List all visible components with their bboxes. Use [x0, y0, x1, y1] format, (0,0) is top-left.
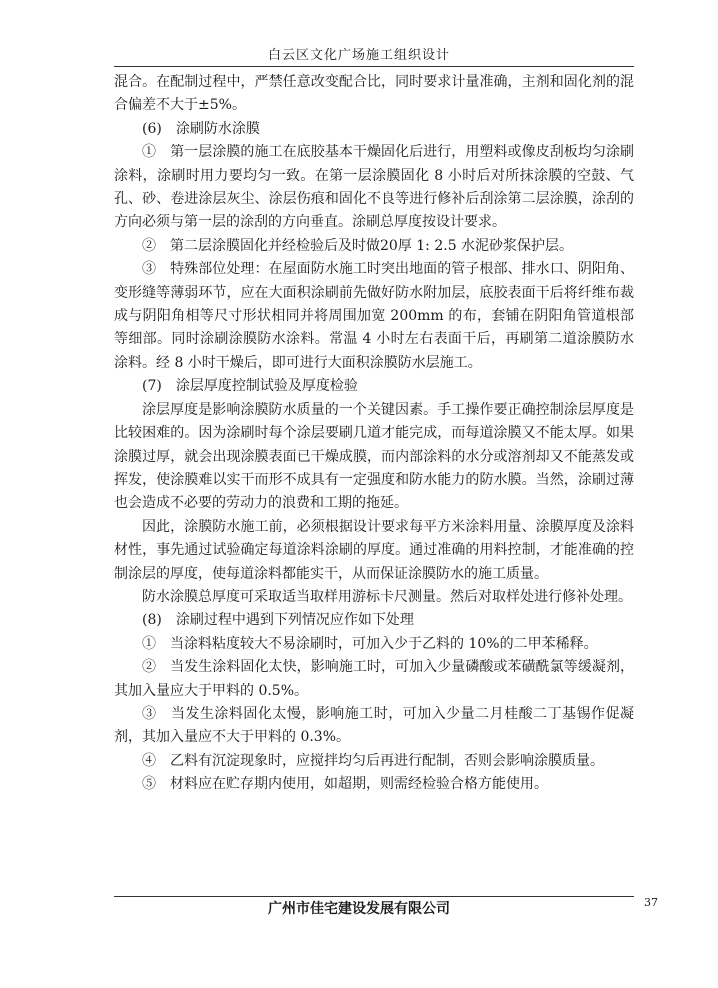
header-divider [114, 66, 634, 67]
footer-divider [114, 896, 634, 897]
body-paragraph: 混合。在配制过程中，严禁任意改变配合比，同时要求计量准确，主剂和固化剂的混合偏差不大于±5%。 [114, 74, 634, 114]
body-paragraph: ⑤ 材料应在贮存期内使用，如超期，则需经检验合格方能使用。 [142, 776, 548, 793]
footer-company-name: 广州市佳宅建设发展有限公司 [268, 901, 450, 917]
body-paragraph: ③ 当发生涂料固化太慢，影响施工时，可加入少量二月桂酸二丁基锡作促凝剂，其加入量应不大于甲料的 0.3%。 [114, 705, 634, 746]
document-body [114, 71, 634, 797]
body-paragraph: (7) 涂层厚度控制试验及厚度检验 [142, 378, 358, 395]
body-paragraph: 因此，涂膜防水施工前，必须根据设计要求每平方米涂料用量、涂膜厚度及涂料材性，事先通过试验确定每道涂料涂刷的厚度。通过准确的用料控制，才能准确的控制涂层的厚度，使每道涂料都能实干，从而保证涂膜防水的施工质量。 [114, 518, 634, 582]
body-paragraph: (8) 涂刷过程中遇到下列情况应作如下处理 [142, 612, 414, 629]
body-paragraph: 防水涂膜总厚度可采取适当取样用游标卡尺测量。然后对取样处进行修补处理。 [142, 588, 632, 605]
body-paragraph: ④ 乙料有沉淀现象时，应搅拌均匀后再进行配制，否则会影响涂膜质量。 [142, 752, 604, 769]
body-paragraph: ① 当涂料粘度较大不易涂刷时，可加入少于乙料的 10%的二甲苯稀释。 [142, 635, 598, 652]
body-paragraph: ③ 特殊部位处理：在屋面防水施工时突出地面的管子根部、排水口、阴阳角、变形缝等薄弱环节，应在大面积涂刷前先做好防水附加层，底胶表面干后将纤维布裁成与阴阳角相等尺寸形状相同并将周围加宽 200mm 的布，套铺在阴阳角管道根部等细部。同时涂刷涂膜防水涂料。常温 4 小时左右表面干后，再刷第二道涂膜防水涂料。经 8 小时干燥后，即可进行大面积涂膜防水层施工。 [114, 261, 634, 371]
body-paragraph: (6) 涂刷防水涂膜 [142, 120, 260, 137]
page-number: 37 [644, 896, 658, 909]
body-paragraph: ② 第二层涂膜固化并经检验后及时做20厚 1: 2.5 水泥砂浆保护层。 [142, 237, 574, 254]
body-paragraph: ① 第一层涂膜的施工在底胶基本干燥固化后进行，用塑料或像皮刮板均匀涂刷涂料，涂刷时用力要均匀一致。在第一层涂膜固化 8 小时后对所抹涂膜的空鼓、气孔、砂、卷进涂层灰尘、涂层伤痕和固化不良等进行修补后刮涂第二层涂膜，涂刮的方向必须与第一层的涂刮的方向垂直。涂刷总厚度按设计要求。 [114, 144, 634, 231]
body-paragraph: ② 当发生涂料固化太快，影响施工时，可加入少量磷酸或苯磺酰氯等缓凝剂，其加入量应大于甲料的 0.5%。 [114, 659, 634, 699]
body-paragraph: 涂层厚度是影响涂膜防水质量的一个关键因素。手工操作要正确控制涂层厚度是比较困难的。因为涂刷时每个涂层要刷几道才能完成，而每道涂膜又不能太厚。如果涂膜过厚，就会出现涂膜表面已干燥成膜，而内部涂料的水分或溶剂却又不能蒸发或挥发，使涂膜难以实干而形不成具有一定强度和防水能力的防水膜。当然，涂刷过薄也会造成不必要的劳动力的浪费和工期的拖延。 [114, 401, 634, 512]
page-header-title: 白云区文化广场施工组织设计 [267, 48, 450, 63]
